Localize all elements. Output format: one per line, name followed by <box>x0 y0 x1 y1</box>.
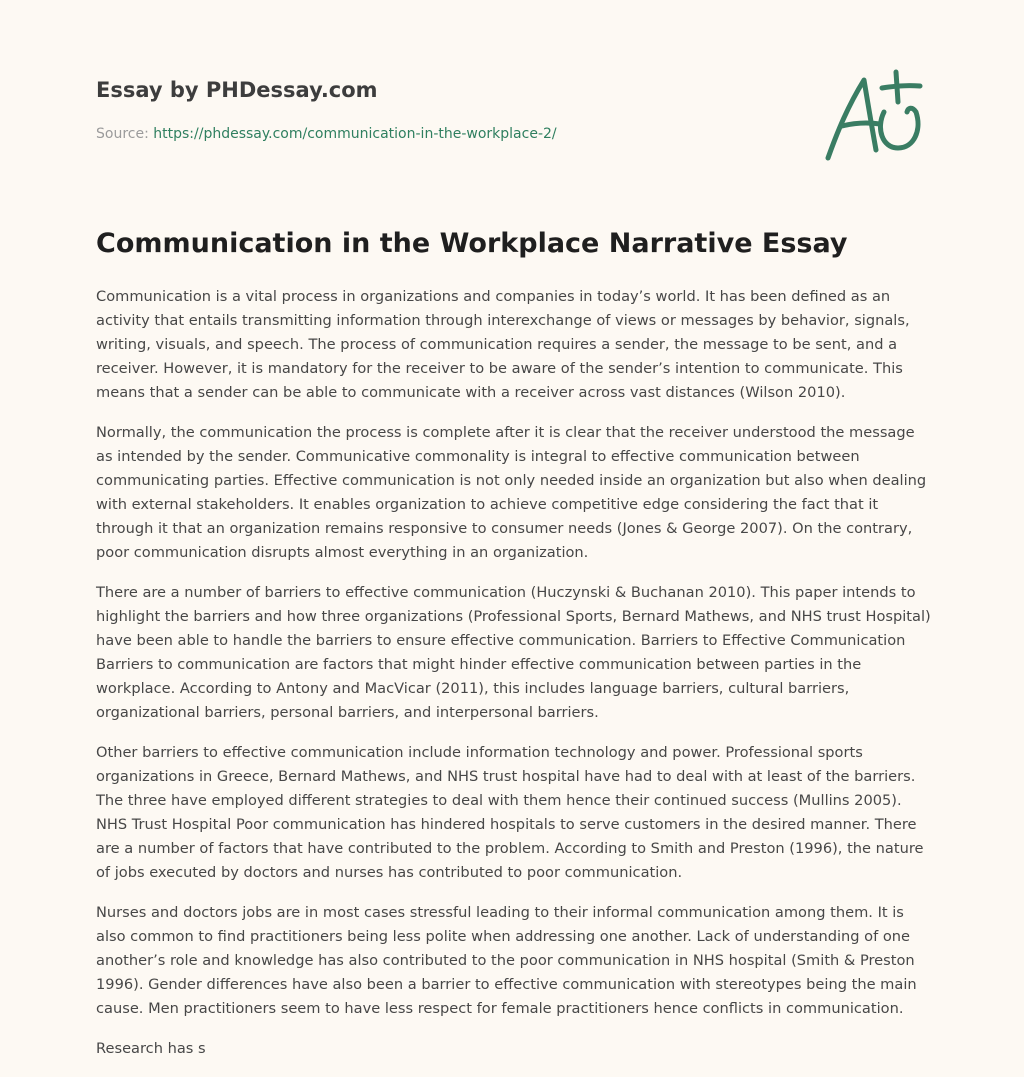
a-plus-logo-icon <box>824 68 928 164</box>
source-label: Source: <box>96 126 154 142</box>
essay-paragraph: Communication is a vital process in organizations and companies in today’s world. It has been defined as an activity that entails transmitting information through interexchange of views or messages by behavior, signals, writing, visuals, and speech. The process of communication requires a sender, the message to be sent, and a receiver. However, it is mandatory for the receiver to be aware of the sender’s intention to communicate. This means that a sender can be able to communicate with a receiver across vast distances (Wilson 2010). <box>96 288 910 401</box>
essay-paragraph-truncated: Research has s <box>96 1040 206 1057</box>
essay-title: Communication in the Workplace Narrative Essay <box>96 228 848 259</box>
source-line <box>96 124 557 144</box>
essay-paragraph: There are a number of barriers to effective communication (Huczynski & Buchanan 2010). This paper intends to highlight the barriers and how three organizations (Professional Sports, Bernard Mathews, and NHS trust Hospital) have been able to handle the barriers to ensure effective communication. Barriers to Effective Communication Barriers to communication are factors that might hinder effective communication between parties in the workplace. According to Antony and MacVicar (2011), this includes language barriers, cultural barriers, organizational barriers, personal barriers, and interpersonal barriers. <box>96 584 931 721</box>
source-link[interactable]: https://phdessay.com/communication-in-the-workplace-2/ <box>153 126 557 142</box>
page-header <box>96 0 928 200</box>
essay-paragraph: Nurses and doctors jobs are in most cases stressful leading to their informal communication among them. It is also common to find practitioners being less polite when addressing one another. Lack of understanding of one another’s role and knowledge has also contributed to the poor communication in NHS hospital (Smith & Preston 1996). Gender differences have also been a barrier to effective communication with stereotypes being the main cause. Men practitioners seem to have less respect for female practitioners hence conflicts in communication. <box>96 904 917 1017</box>
essay-paragraph: Other barriers to effective communication include information technology and power. Professional sports organizations in Greece, Bernard Mathews, and NHS trust hospital have had to deal with at least of the barriers. The three have employed different strategies to deal with them hence their continued success (Mullins 2005). NHS Trust Hospital Poor communication has hindered hospitals to serve customers in the desired manner. There are a number of factors that have contributed to the problem. According to Smith and Preston (1996), the nature of jobs executed by doctors and nurses has contributed to poor communication. <box>96 744 924 881</box>
essay-paragraph: Normally, the communication the process is complete after it is clear that the receiver understood the message as intended by the sender. Communicative commonality is integral to effective communication between communicating parties. Effective communication is not only needed inside an organization but also when dealing with external stakeholders. It enables organization to achieve competitive edge considering the fact that it through it that an organization remains responsive to consumer needs (Jones & George 2007). On the contrary, poor communication disrupts almost everything in an organization. <box>96 424 927 561</box>
essay-body <box>96 285 932 1077</box>
brand-title: Essay by PHDessay.com <box>96 78 378 102</box>
